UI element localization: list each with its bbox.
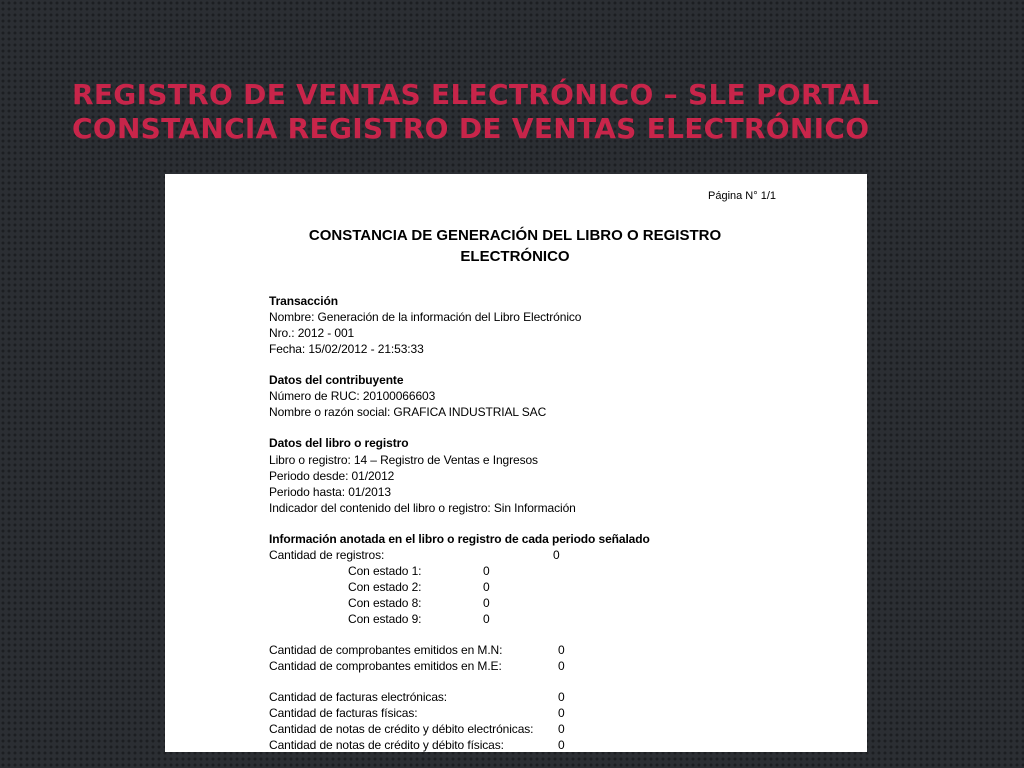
- comprobantes-label: Cantidad de comprobantes emitidos en M.E:: [269, 659, 502, 673]
- libro-registro: Libro o registro: 14 – Registro de Ventas e Ingresos: [269, 453, 538, 467]
- document-title: [225, 225, 805, 267]
- facturas-label: Cantidad de facturas físicas:: [269, 706, 418, 720]
- estado-label: Con estado 9:: [348, 612, 422, 626]
- slide-title: [72, 78, 879, 146]
- facturas-label: Cantidad de facturas electrónicas:: [269, 690, 448, 704]
- section-heading-transaccion: Transacción: [269, 294, 338, 308]
- document-title-line-1: CONSTANCIA DE GENERACIÓN DEL LIBRO O REGISTRO: [308, 227, 722, 244]
- contribuyente-ruc: Número de RUC: 20100066603: [269, 389, 436, 403]
- section-heading-libro: Datos del libro o registro: [269, 436, 409, 450]
- estado-value: 0: [483, 580, 490, 594]
- facturas-value: 0: [558, 690, 565, 704]
- slide-title-line-1: REGISTRO DE VENTAS ELECTRÓNICO – SLE PORTAL: [72, 78, 879, 111]
- facturas-label: Cantidad de notas de crédito y débito físicas:: [269, 738, 504, 752]
- estado-label: Con estado 1:: [348, 564, 422, 578]
- document-title-line-2: ELECTRÓNICO: [460, 248, 570, 265]
- estado-label: Con estado 2:: [348, 580, 422, 594]
- libro-periodo-desde: Periodo desde: 01/2012: [269, 469, 395, 483]
- facturas-value: 0: [558, 706, 565, 720]
- section-heading-informacion: Información anotada en el libro o registro de cada periodo señalado: [269, 532, 650, 546]
- comprobantes-label: Cantidad de comprobantes emitidos en M.N:: [269, 643, 503, 657]
- transaccion-nro: Nro.: 2012 - 001: [269, 326, 355, 340]
- facturas-value: 0: [558, 738, 565, 752]
- transaccion-fecha: Fecha: 15/02/2012 - 21:53:33: [269, 342, 424, 356]
- section-heading-contribuyente: Datos del contribuyente: [269, 373, 404, 387]
- page-number: Página N° 1/1: [708, 190, 776, 202]
- contribuyente-razon-social: Nombre o razón social: GRAFICA INDUSTRIAL SAC: [269, 405, 547, 419]
- estado-value: 0: [483, 596, 490, 610]
- libro-indicador: Indicador del contenido del libro o registro: Sin Información: [269, 501, 576, 515]
- estado-value: 0: [483, 564, 490, 578]
- comprobantes-value: 0: [558, 643, 565, 657]
- estado-value: 0: [483, 612, 490, 626]
- estado-label: Con estado 8:: [348, 596, 422, 610]
- cantidad-registros-value: 0: [553, 548, 560, 562]
- libro-periodo-hasta: Periodo hasta: 01/2013: [269, 485, 391, 499]
- slide-title-line-2: CONSTANCIA REGISTRO DE VENTAS ELECTRÓNICO: [72, 112, 870, 145]
- transaccion-nombre: Nombre: Generación de la información del Libro Electrónico: [269, 310, 582, 324]
- cantidad-registros-label: Cantidad de registros:: [269, 548, 385, 562]
- comprobantes-value: 0: [558, 659, 565, 673]
- document-page: [165, 174, 867, 752]
- facturas-label: Cantidad de notas de crédito y débito electrónicas:: [269, 722, 534, 736]
- facturas-value: 0: [558, 722, 565, 736]
